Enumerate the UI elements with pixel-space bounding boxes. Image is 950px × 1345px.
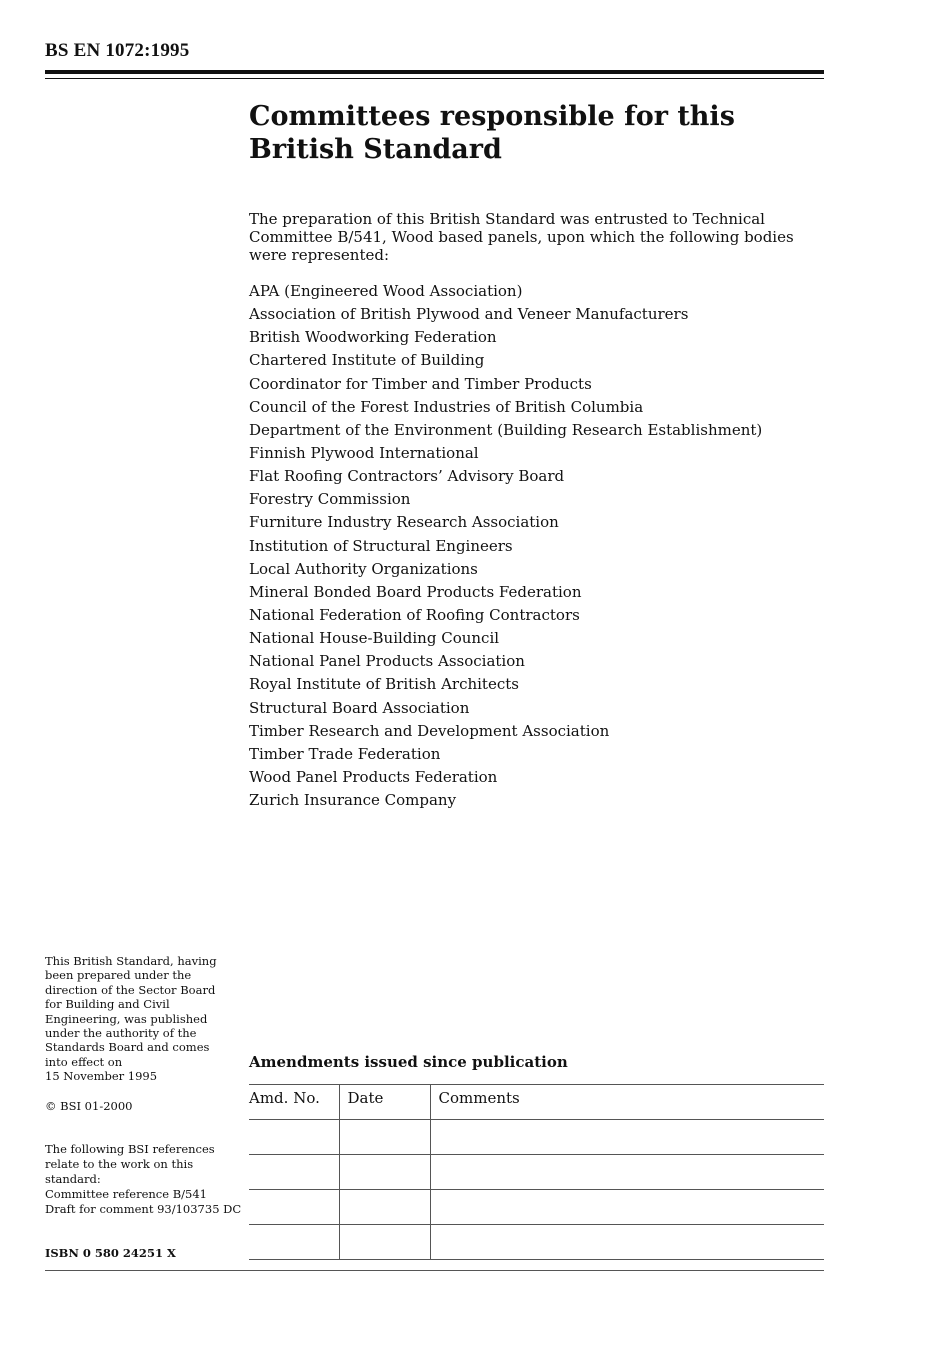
effective-date: 15 November 1995	[45, 1069, 158, 1084]
reference-line: standard:	[45, 1172, 101, 1186]
list-item: Zurich Insurance Company	[249, 791, 457, 810]
list-item: Council of the Forest Industries of British Columbia	[249, 397, 644, 416]
copyright-notice: © BSI 01-2000	[45, 1099, 133, 1113]
publication-note-line: been prepared under the	[45, 968, 192, 983]
intro-paragraph: The preparation of this British Standard was entrusted to Technical Committee B/541, Wood based panels, upon which the following bodies were represented:	[249, 210, 794, 264]
list-item: National House-Building Council	[249, 629, 500, 648]
publication-note-line: for Building and Civil	[45, 997, 170, 1012]
footer-rule	[45, 1270, 824, 1271]
header-rule-thin	[45, 78, 824, 79]
reference-line: relate to the work on this	[45, 1157, 194, 1171]
list-item: National Panel Products Association	[249, 652, 525, 671]
list-item: Chartered Institute of Building	[249, 351, 485, 370]
table-row	[249, 1120, 824, 1155]
list-item: APA (Engineered Wood Association)	[249, 282, 523, 300]
list-item: Finnish Plywood International	[249, 443, 479, 462]
amendments-heading: Amendments issued since publication	[249, 1053, 568, 1071]
list-item: Mineral Bonded Board Products Federation	[249, 582, 582, 601]
list-item: Coordinator for Timber and Timber Products	[249, 374, 592, 393]
publication-note-line: Standards Board and comes	[45, 1040, 210, 1055]
publication-note-line: into effect on	[45, 1054, 123, 1069]
table-cell	[430, 1190, 824, 1225]
publication-note-line: direction of the Sector Board	[45, 982, 216, 997]
reference-line: The following BSI references	[45, 1142, 215, 1156]
list-item: Flat Roofing Contractors’ Advisory Board	[249, 467, 565, 486]
list-item: Local Authority Organizations	[249, 559, 478, 578]
list-item: Institution of Structural Engineers	[249, 536, 513, 555]
list-item: Structural Board Association	[249, 698, 470, 717]
table-cell	[339, 1225, 430, 1260]
column-header-comments: Comments	[430, 1085, 824, 1120]
list-item: Timber Research and Development Association	[249, 721, 610, 740]
header-rule-thick	[45, 70, 824, 74]
list-item: British Woodworking Federation	[249, 328, 497, 347]
table-header-row	[249, 1085, 824, 1120]
list-item: Royal Institute of British Architects	[249, 675, 519, 694]
publication-note-line: under the authority of the	[45, 1026, 197, 1041]
publication-note	[45, 954, 245, 1084]
standard-number: BS EN 1072:1995	[45, 40, 190, 61]
list-item: Department of the Environment (Building Research Establishment)	[249, 420, 763, 439]
committee-reference: Committee reference B/541	[45, 1187, 207, 1201]
table-cell	[339, 1190, 430, 1225]
column-header-amd-no: Amd. No.	[249, 1085, 339, 1120]
list-item: National Federation of Roofing Contractors	[249, 605, 580, 624]
column-header-date: Date	[339, 1085, 430, 1120]
publication-note-line: Engineering, was published	[45, 1011, 208, 1026]
table-cell	[249, 1155, 339, 1190]
draft-reference: Draft for comment 93/103735 DC	[45, 1202, 242, 1216]
page-title-line-1: Committees responsible for this	[249, 101, 735, 132]
isbn: ISBN 0 580 24251 X	[45, 1246, 176, 1260]
list-item: Forestry Commission	[249, 490, 411, 509]
list-item: Association of British Plywood and Veneer Manufacturers	[249, 305, 689, 324]
represented-bodies-list	[249, 280, 762, 812]
list-item: Wood Panel Products Federation	[249, 767, 498, 786]
publication-note-line: This British Standard, having	[45, 954, 217, 968]
table-cell	[249, 1190, 339, 1225]
table-row	[249, 1225, 824, 1260]
page-title	[249, 100, 809, 166]
table-cell	[249, 1120, 339, 1155]
table-cell	[430, 1155, 824, 1190]
list-item: Furniture Industry Research Association	[249, 513, 559, 532]
table-row	[249, 1190, 824, 1225]
table-cell	[249, 1225, 339, 1260]
table-cell	[339, 1120, 430, 1155]
list-item: Timber Trade Federation	[249, 744, 441, 763]
bsi-references	[45, 1142, 250, 1217]
table-cell	[430, 1225, 824, 1260]
page-title-line-2: British Standard	[249, 134, 502, 165]
table-cell	[430, 1120, 824, 1155]
table-cell	[339, 1155, 430, 1190]
table-row	[249, 1155, 824, 1190]
amendments-table	[249, 1084, 824, 1260]
